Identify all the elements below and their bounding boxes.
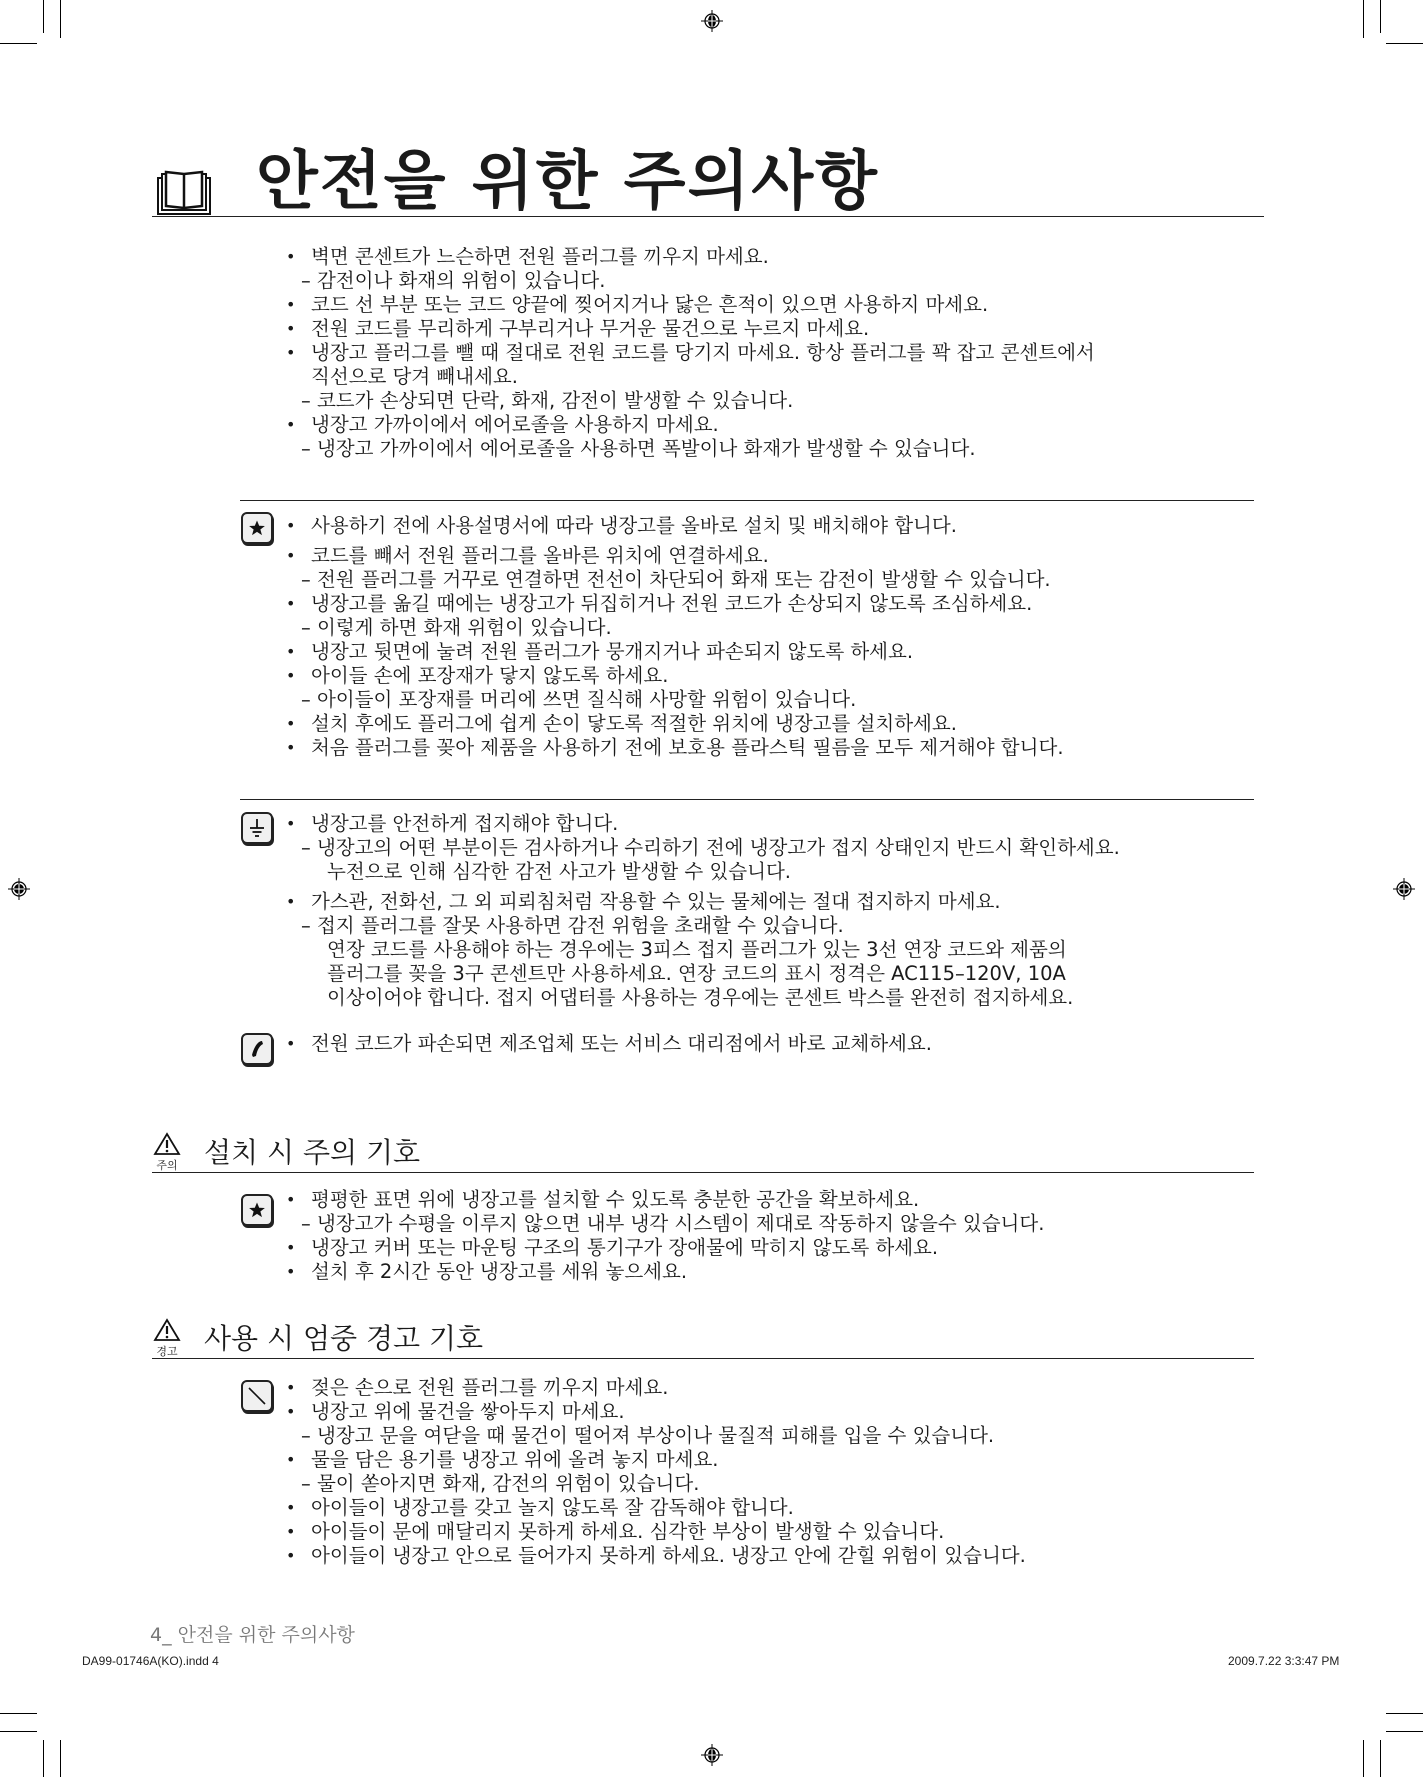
sub-item: 직선으로 당겨 빼내세요. (311, 365, 518, 388)
page-header (152, 145, 1264, 219)
sub-item: – 아이들이 포장재를 머리에 쓰면 질식해 사망할 위험이 있습니다. (301, 688, 857, 711)
top-block (285, 245, 1095, 461)
sub-item: 연장 코드를 사용해야 하는 경우에는 3피스 접지 플러그가 있는 3선 연장 코드와 제품의 (327, 938, 1067, 961)
warning-triangle-icon (153, 1318, 181, 1342)
page-number: 4_ (150, 1624, 172, 1646)
sub-item: – 물이 쏟아지면 화재, 감전의 위험이 있습니다. (301, 1472, 700, 1495)
bullet-item: • 냉장고를 옮길 때에는 냉장고가 뒤집히거나 전원 코드가 손상되지 않도록 조심하세요. (285, 592, 1064, 616)
sub-item: – 전원 플러그를 거꾸로 연결하면 전선이 차단되어 화재 또는 감전이 발생할 수 있습니다. (301, 568, 1051, 591)
bullet-item: • 코드 선 부분 또는 코드 양끝에 찢어지거나 닳은 흔적이 있으면 사용하지 마세요. (285, 293, 1095, 317)
bullet-item: • 아이들이 냉장고를 갖고 놀지 않도록 잘 감독해야 합니다. (285, 1496, 1026, 1520)
bullet-item: • 사용하기 전에 사용설명서에 따라 냉장고를 올바로 설치 및 배치해야 합니다. (285, 514, 1064, 538)
bullet-item: • 코드를 빼서 전원 플러그를 올바른 위치에 연결하세요. (285, 544, 1064, 568)
star-icon (241, 512, 273, 544)
warning-section-title: 사용 시 엄중 경고 기호 (204, 1322, 484, 1355)
bullet-item: • 전원 코드가 파손되면 제조업체 또는 서비스 대리점에서 바로 교체하세요. (285, 1032, 932, 1056)
sub-item: – 접지 플러그를 잘못 사용하면 감전 위험을 초래할 수 있습니다. (301, 914, 844, 937)
slug-file: DA99-01746A(KO).indd 4 (82, 1654, 219, 1668)
bullet-item: • 평평한 표면 위에 냉장고를 설치할 수 있도록 충분한 공간을 확보하세요. (285, 1188, 1044, 1212)
registration-mark-icon (8, 878, 30, 900)
caution-section-title: 설치 시 주의 기호 (204, 1136, 421, 1169)
registration-mark-icon (701, 1744, 723, 1766)
bullet-item: • 아이들 손에 포장재가 닿지 않도록 하세요. (285, 664, 1064, 688)
ground-icon (241, 812, 273, 844)
service-block (285, 1032, 932, 1056)
warning-block (285, 1376, 1026, 1568)
registration-mark-icon (1393, 878, 1415, 900)
bullet-item: • 아이들이 냉장고 안으로 들어가지 못하게 하세요. 냉장고 안에 갇힐 위험이 있습니다. (285, 1544, 1026, 1568)
prohibited-icon (241, 1380, 273, 1412)
sub-item: 이상이어야 합니다. 접지 어댑터를 사용하는 경우에는 콘센트 박스를 완전히 접지하세요. (327, 986, 1074, 1009)
slug-datetime: 2009.7.22 3:3:47 PM (1228, 1654, 1340, 1668)
bullet-item: • 아이들이 문에 매달리지 못하게 하세요. 심각한 부상이 발생할 수 있습니다. (285, 1520, 1026, 1544)
bullet-item: • 물을 담은 용기를 냉장고 위에 올려 놓지 마세요. (285, 1448, 1026, 1472)
book-icon (156, 170, 212, 216)
divider (240, 500, 1254, 501)
ground-block (285, 812, 1120, 1010)
bullet-item: • 냉장고 뒷면에 눌려 전원 플러그가 뭉개지거나 파손되지 않도록 하세요. (285, 640, 1064, 664)
phone-icon (241, 1033, 273, 1065)
sub-item: 플러그를 꽂을 3구 콘센트만 사용하세요. 연장 코드의 표시 정격은 AC115–120V, 10A (327, 962, 1066, 985)
registration-mark-icon (701, 10, 723, 32)
sub-item: – 냉장고 문을 여닫을 때 물건이 떨어져 부상이나 물질적 피해를 입을 수 있습니다. (301, 1424, 995, 1447)
bullet-item: • 처음 플러그를 꽂아 제품을 사용하기 전에 보호용 플라스틱 필름을 모두 제거해야 합니다. (285, 736, 1064, 760)
footer-section: 안전을 위한 주의사항 (177, 1624, 355, 1646)
bullet-item: • 냉장고 가까이에서 에어로졸을 사용하지 마세요. (285, 413, 1095, 437)
star-icon (241, 1194, 273, 1226)
sub-item: – 감전이나 화재의 위험이 있습니다. (301, 269, 606, 292)
bullet-item: • 냉장고를 안전하게 접지해야 합니다. (285, 812, 1120, 836)
bullet-item: • 가스관, 전화선, 그 외 피뢰침처럼 작용할 수 있는 물체에는 절대 접지하지 마세요. (285, 890, 1120, 914)
sub-item: 누전으로 인해 심각한 감전 사고가 발생할 수 있습니다. (327, 860, 792, 883)
warning-label: 경고 (152, 1318, 182, 1358)
sub-item: – 코드가 손상되면 단락, 화재, 감전이 발생할 수 있습니다. (301, 389, 794, 412)
bullet-item: • 전원 코드를 무리하게 구부리거나 무거운 물건으로 누르지 마세요. (285, 317, 1095, 341)
sub-item: – 냉장고가 수평을 이루지 않으면 내부 냉각 시스템이 제대로 작동하지 않을수 있습니다. (301, 1212, 1045, 1235)
install-block (285, 514, 1064, 760)
bullet-item: • 냉장고 커버 또는 마운팅 구조의 통기구가 장애물에 막히지 않도록 하세요. (285, 1236, 1044, 1260)
warning-triangle-icon (153, 1132, 181, 1156)
page-title: 안전을 위한 주의사항 (256, 145, 879, 219)
bullet-item: • 젖은 손으로 전원 플러그를 끼우지 마세요. (285, 1376, 1026, 1400)
sub-item: – 냉장고 가까이에서 에어로졸을 사용하면 폭발이나 화재가 발생할 수 있습니다. (301, 437, 976, 460)
caution-section-header (152, 1132, 1254, 1173)
sub-item: – 이렇게 하면 화재 위험이 있습니다. (301, 616, 612, 639)
page-footer (150, 1620, 355, 1647)
bullet-item: • 냉장고 플러그를 뺄 때 절대로 전원 코드를 당기지 마세요. 항상 플러그를 꽉 잡고 콘센트에서 (285, 341, 1095, 365)
bullet-item: • 냉장고 위에 물건을 쌓아두지 마세요. (285, 1400, 1026, 1424)
divider (240, 799, 1254, 800)
warning-section-header (152, 1318, 1254, 1359)
bullet-item: • 벽면 콘센트가 느슨하면 전원 플러그를 끼우지 마세요. (285, 245, 1095, 269)
bullet-item: • 설치 후 2시간 동안 냉장고를 세워 놓으세요. (285, 1260, 1044, 1284)
sub-item: – 냉장고의 어떤 부분이든 검사하거나 수리하기 전에 냉장고가 접지 상태인지 반드시 확인하세요. (301, 836, 1120, 859)
bullet-item: • 설치 후에도 플러그에 쉽게 손이 닿도록 적절한 위치에 냉장고를 설치하세요. (285, 712, 1064, 736)
caution-label: 주의 (152, 1132, 182, 1172)
caution-block (285, 1188, 1044, 1284)
